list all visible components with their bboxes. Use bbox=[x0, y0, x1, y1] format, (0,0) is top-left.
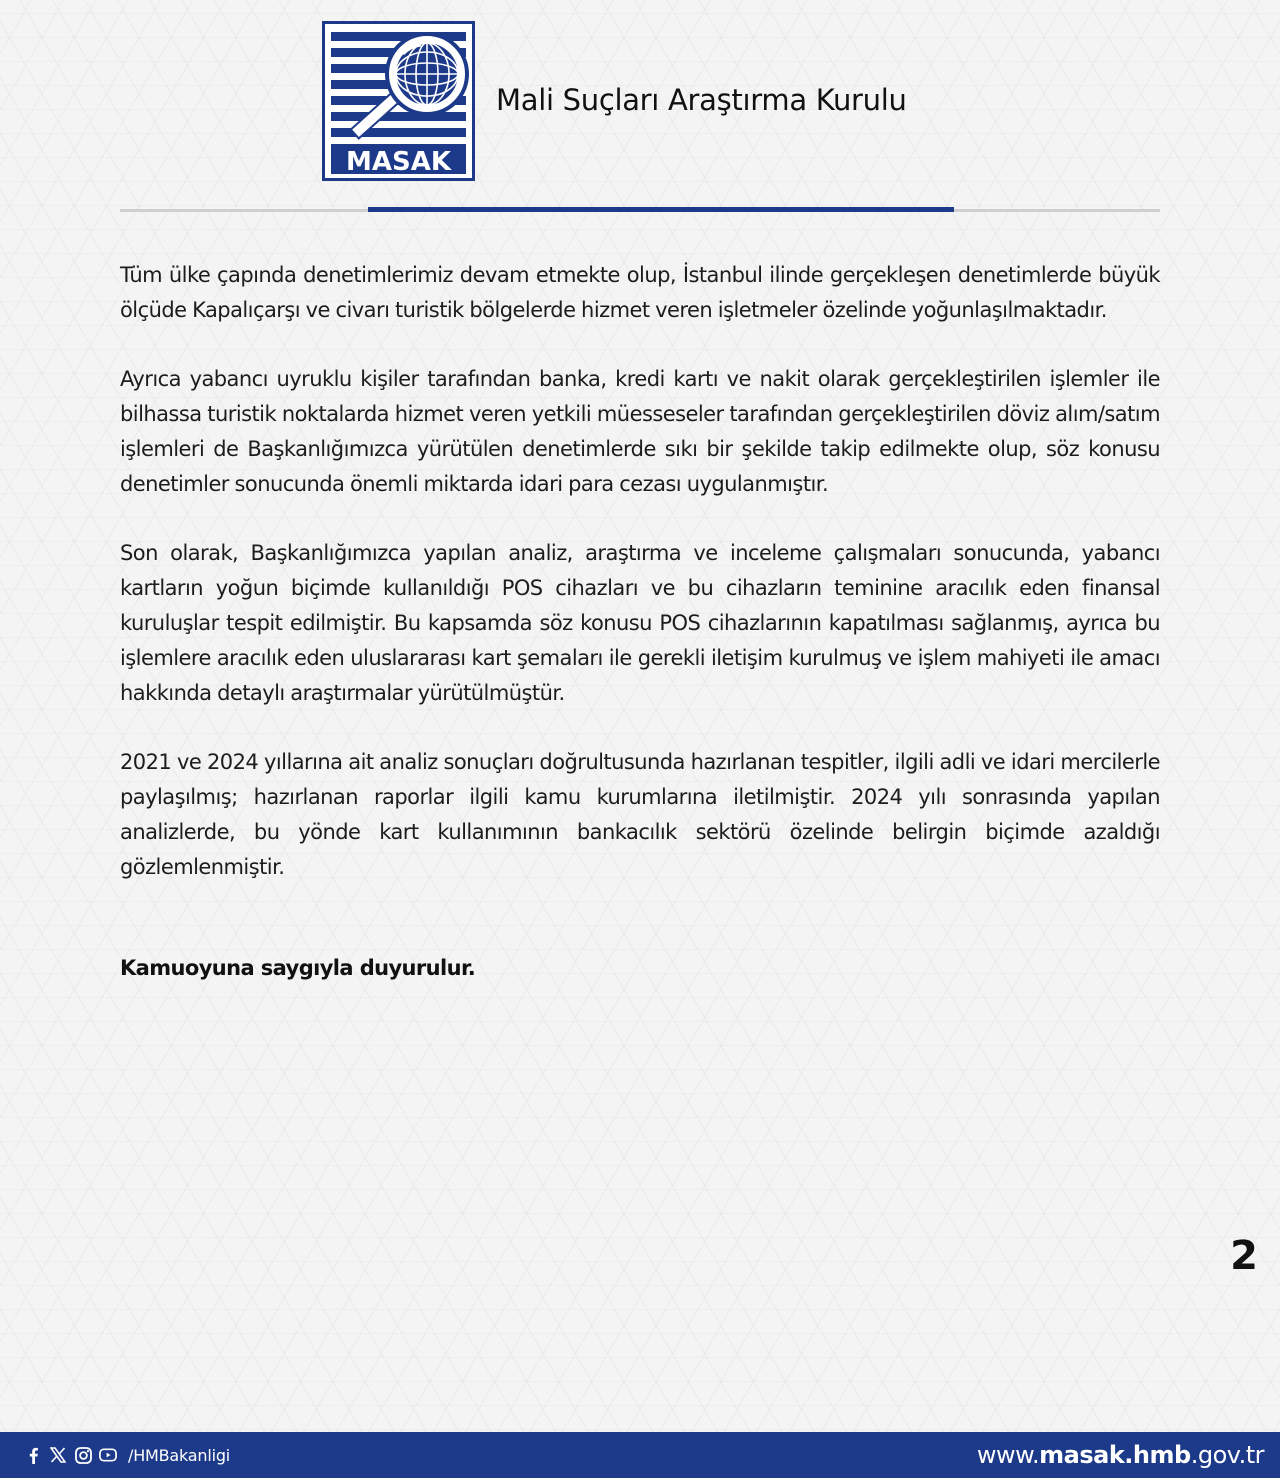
facebook-icon[interactable] bbox=[24, 1446, 42, 1464]
paragraph-2: Ayrıca yabancı uyruklu kişiler tarafından banka, kredi kartı ve nakit olarak gerçekleştirilen işlemler ile bilhassa turistik noktalarda hizmet veren yetkili müesseseler tarafından gerçekleştirilen döviz alım/satım işlemleri de Başkanlığımızca yürütülen denetimlerde sıkı bir şekilde takip edilmekte olup, söz konusu denetimler sonucunda önemli miktarda idari para cezası uygulanmıştır. bbox=[120, 367, 1160, 496]
social-links bbox=[24, 1432, 230, 1478]
paragraph-3: Son olarak, Başkanlığımızca yapılan analiz, araştırma ve inceleme çalışmaları sonucunda, yabancı kartların yoğun biçimde kullanıldığı POS cihazları ve bu cihazların teminine aracılık eden finansal kuruluşlar tespit edilmiştir. Bu kapsamda söz konusu POS cihazlarının kapatılması sağlanmış, ayrıca bu işlemlere aracılık eden uluslararası kart şemaları ile gerekli iletişim kurulmuş ve işlem mahiyeti ile amacı hakkında detaylı araştırmalar yürütülmüştür. bbox=[120, 541, 1160, 705]
youtube-icon[interactable] bbox=[99, 1446, 117, 1464]
organization-title: Mali Suçları Araştırma Kurulu bbox=[496, 83, 907, 117]
footer-bar bbox=[0, 1432, 1280, 1478]
logo-wordmark: MASAK bbox=[346, 147, 451, 177]
paragraph-4: 2021 ve 2024 yıllarına ait analiz sonuçları doğrultusunda hazırlanan tespitler, ilgili adli ve idari mercilerle paylaşılmış; hazırlanan raporlar ilgili kamu kurumlarına iletilmiştir. 2024 yılı sonrasında yapılan analizlerde, bu yönde kart kullanımının bankacılık sektörü özelinde belirgin biçimde azaldığı gözlemlenmiştir. bbox=[120, 750, 1160, 879]
closing-statement: Kamuoyuna saygıyla duyurulur. bbox=[120, 956, 476, 980]
website-suffix: .gov.tr bbox=[1190, 1441, 1264, 1469]
page-number: 2 bbox=[1230, 1233, 1258, 1279]
masak-logo bbox=[322, 21, 475, 181]
social-handle[interactable]: /HMBakanligi bbox=[128, 1445, 231, 1465]
header-divider-blue bbox=[368, 207, 954, 212]
instagram-icon[interactable] bbox=[74, 1446, 92, 1464]
website-domain: masak.hmb bbox=[1039, 1441, 1191, 1469]
website-prefix: www. bbox=[976, 1441, 1040, 1469]
announcement-body bbox=[120, 258, 1160, 919]
website-link[interactable] bbox=[977, 1432, 1264, 1478]
x-icon[interactable] bbox=[49, 1446, 67, 1464]
paragraph-1: Tüm ülke çapında denetimlerimiz devam etmekte olup, İstanbul ilinde gerçekleşen denetimlerde büyük ölçüde Kapalıçarşı ve civarı turistik bölgelerde hizmet veren işletmeler özelinde yoğunlaşılmaktadır. bbox=[120, 263, 1160, 322]
